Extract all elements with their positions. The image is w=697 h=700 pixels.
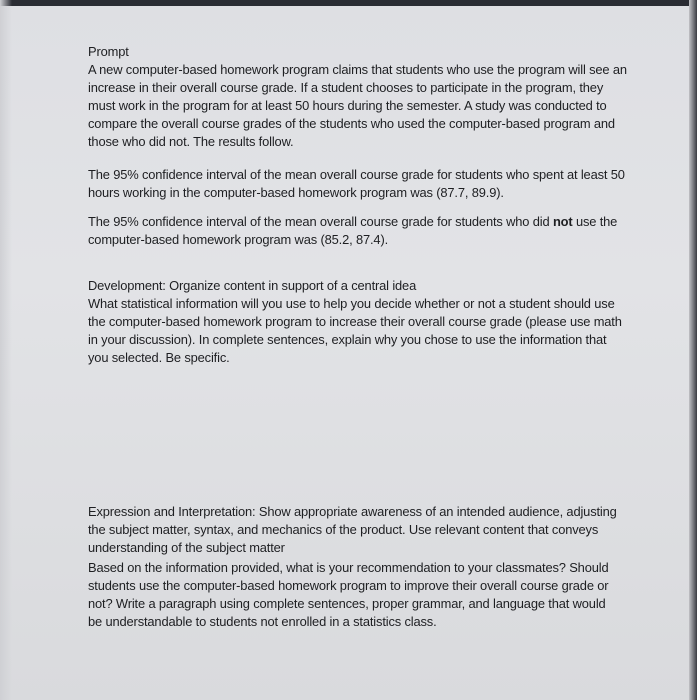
confidence-interval-program: The 95% confidence interval of the mean overall course grade for students who spent at least 50 hours working in the computer-based homework program was (87.7, 89.9). (88, 166, 625, 200)
ci2-emphasis: not (552, 213, 573, 229)
ci2-text-before: The 95% confidence interval of the mean overall course grade for students who did (88, 213, 553, 229)
expression-heading: Expression and Interpretation: Show appropriate awareness of an intended audience, adjusting the subject matter, syntax, and mechanics of the product. Use relevant content that conveys understanding of the subject matter (88, 503, 617, 555)
prompt-body: A new computer-based homework program claims that students who use the program will see an increase in their overall course grade. If a student chooses to participate in the program, they must work in the program for at least 50 hours during the semester. A study was conducted to compare the overall course grades of the students who used the computer-based program and those who did not. The results follow. (88, 61, 627, 149)
confidence-interval-no-program (88, 213, 628, 249)
top-edge (0, 0, 697, 6)
development-body: What statistical information will you use to help you decide whether or not a student should use the computer-based homework program to increase their overall course grade (please use math in your discussion). In complete sentences, explain why you chose to use the information that you selected. Be specific. (88, 295, 622, 365)
expression-body: Based on the information provided, what is your recommendation to your classmates? Should students use the computer-based homework program to improve their overall course grade or not? Write a paragraph using complete sentences, proper grammar, and language that would be understandable to students not enrolled in a statistics class. (88, 559, 609, 629)
ci2-text-after: use the computer-based homework program was (85.2, 87.4). (88, 213, 618, 247)
right-edge (689, 0, 697, 700)
development-heading: Development: Organize content in support of a central idea (88, 277, 417, 293)
prompt-heading: Prompt (88, 43, 129, 59)
left-shadow (0, 0, 12, 700)
